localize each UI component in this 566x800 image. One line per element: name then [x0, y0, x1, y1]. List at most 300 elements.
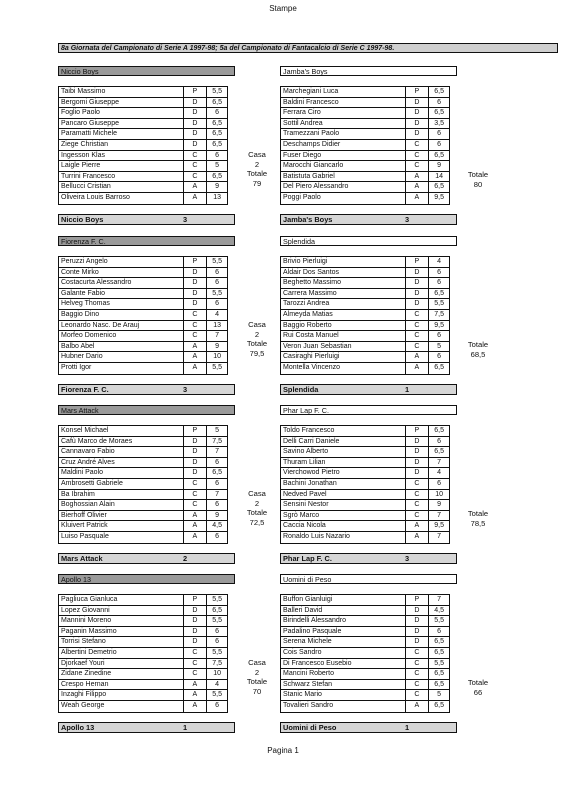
match-block: [0, 66, 566, 228]
player-row: [59, 182, 227, 193]
player-role: P: [405, 257, 429, 267]
player-vote: 6,5: [428, 426, 449, 436]
player-row: [59, 151, 227, 162]
player-role: C: [183, 161, 207, 171]
player-role: C: [405, 648, 429, 658]
player-role: P: [405, 87, 429, 97]
player-vote: 6,5: [206, 129, 227, 139]
player-role: D: [405, 627, 429, 637]
player-name: Caccia Nicola: [283, 522, 326, 530]
player-row: [59, 437, 227, 448]
player-role: D: [183, 299, 207, 309]
player-role: A: [183, 182, 207, 192]
player-vote: 13: [206, 321, 227, 331]
player-vote: 9: [206, 511, 227, 521]
player-row: [59, 268, 227, 279]
player-role: A: [183, 352, 207, 362]
result-team-name: Uomini di Peso: [283, 723, 337, 732]
roster-table: [280, 256, 450, 375]
player-role: P: [183, 87, 207, 97]
player-row: [281, 108, 449, 119]
player-role: D: [405, 468, 429, 478]
player-role: D: [183, 468, 207, 478]
player-vote: 10: [428, 490, 449, 500]
team-name-header: Phar Lap F. C.: [280, 405, 457, 415]
player-row: [281, 98, 449, 109]
player-vote: 6,5: [428, 151, 449, 161]
player-role: C: [405, 490, 429, 500]
player-vote: 6,5: [206, 468, 227, 478]
player-name: Laigle Pierre: [61, 162, 101, 170]
player-role: C: [405, 680, 429, 690]
player-vote: 6: [206, 500, 227, 510]
player-name: Paganin Massimo: [61, 627, 117, 635]
player-name: Bachini Jonathan: [283, 479, 337, 487]
player-vote: 5: [428, 690, 449, 700]
player-vote: 6: [206, 701, 227, 712]
player-name: Baggio Dino: [61, 310, 100, 318]
player-vote: 5: [206, 426, 227, 436]
summary-totale-value: 66: [473, 687, 483, 697]
player-row: [59, 193, 227, 204]
player-role: C: [183, 659, 207, 669]
player-name: Galante Fabio: [61, 289, 105, 297]
player-name: Pancaro Giuseppe: [61, 119, 119, 127]
player-role: D: [183, 129, 207, 139]
result-score: 1: [405, 723, 410, 732]
player-vote: 6,5: [428, 648, 449, 658]
player-row: [59, 278, 227, 289]
player-role: C: [405, 659, 429, 669]
roster-table: [280, 594, 450, 713]
player-name: Marchegiani Luca: [283, 88, 339, 95]
player-row: [59, 479, 227, 490]
result-team-name: Niccio Boys: [61, 215, 104, 224]
player-name: Veron Juan Sebastian: [283, 342, 352, 350]
player-vote: 6: [428, 140, 449, 150]
player-name: Fuser Diego: [283, 151, 322, 159]
player-name: Sensini Nestor: [283, 501, 329, 509]
result-score: 3: [405, 215, 410, 224]
player-name: Leonardo Nasc. De Arauj: [61, 321, 140, 329]
player-name: Paramatti Michele: [61, 130, 118, 138]
summary-casa: Casa: [248, 489, 266, 498]
player-vote: 6,5: [428, 87, 449, 97]
player-vote: 6: [206, 299, 227, 309]
player-role: C: [183, 172, 207, 182]
player-role: D: [183, 606, 207, 616]
player-vote: 6: [428, 278, 449, 288]
summary-totale-value: 79: [252, 178, 262, 188]
player-row: [281, 690, 449, 701]
player-name: Konsel Michael: [61, 427, 109, 434]
player-row: [59, 321, 227, 332]
match-block: [0, 405, 566, 567]
player-row: [59, 257, 227, 268]
player-vote: 6,5: [206, 98, 227, 108]
player-name: Cois Sandro: [283, 648, 322, 656]
player-row: [281, 637, 449, 648]
player-row: [59, 616, 227, 627]
player-row: [281, 321, 449, 332]
player-role: C: [405, 342, 429, 352]
player-role: D: [183, 627, 207, 637]
player-role: A: [405, 521, 429, 531]
player-name: Mannini Moreno: [61, 617, 112, 625]
player-row: [281, 616, 449, 627]
player-row: [59, 426, 227, 437]
player-vote: 5: [428, 342, 449, 352]
player-vote: 7: [206, 490, 227, 500]
player-row: [281, 648, 449, 659]
player-row: [59, 648, 227, 659]
player-name: Toldo Francesco: [283, 427, 335, 434]
player-name: Savino Alberto: [283, 448, 329, 456]
player-role: D: [183, 98, 207, 108]
player-vote: 5,5: [428, 299, 449, 309]
player-vote: 6: [428, 627, 449, 637]
match-block: [0, 236, 566, 398]
player-role: C: [405, 669, 429, 679]
player-role: P: [405, 595, 429, 605]
player-role: P: [405, 426, 429, 436]
player-row: [281, 659, 449, 670]
player-vote: 10: [206, 352, 227, 362]
summary-totale: Totale: [246, 677, 268, 686]
player-vote: 6,5: [428, 701, 449, 712]
roster-table: [58, 425, 228, 544]
player-name: Beghetto Massimo: [283, 279, 341, 287]
player-name: Thuram Lilian: [283, 458, 326, 466]
team-name-header: Fiorenza F. C.: [58, 236, 235, 246]
roster-table: [58, 594, 228, 713]
player-role: A: [405, 701, 429, 712]
player-name: Montella Vincenzo: [283, 363, 341, 371]
result-score: 3: [183, 385, 188, 394]
player-role: C: [405, 140, 429, 150]
player-vote: 7,5: [428, 310, 449, 320]
player-name: Conte Mirko: [61, 268, 99, 276]
match-result: [280, 214, 457, 225]
player-role: C: [405, 331, 429, 341]
team-name-header: Uomini di Peso: [280, 574, 457, 584]
player-vote: 9: [428, 161, 449, 171]
page-header: Stampe: [269, 4, 297, 13]
player-row: [281, 182, 449, 193]
player-row: [59, 87, 227, 98]
player-role: C: [405, 151, 429, 161]
player-vote: 7,5: [206, 437, 227, 447]
player-name: Stanic Mario: [283, 691, 322, 699]
score-summary: [237, 150, 277, 188]
player-role: C: [183, 648, 207, 658]
summary-casa-value: 2: [254, 498, 260, 508]
player-vote: 9: [206, 182, 227, 192]
player-role: D: [405, 447, 429, 457]
summary-casa: Casa: [248, 150, 266, 159]
player-vote: 6: [206, 268, 227, 278]
player-name: Poggi Paolo: [283, 193, 321, 201]
result-score: 3: [405, 554, 410, 563]
player-row: [281, 447, 449, 458]
player-vote: 5,5: [206, 595, 227, 605]
player-name: Boghossian Alain: [61, 501, 115, 509]
player-vote: 6,5: [428, 182, 449, 192]
player-role: A: [183, 521, 207, 531]
player-name: Albertini Demetrio: [61, 648, 117, 656]
player-vote: 6: [206, 108, 227, 118]
player-role: A: [183, 193, 207, 204]
player-vote: 7,5: [206, 659, 227, 669]
player-row: [59, 342, 227, 353]
player-vote: 7: [428, 458, 449, 468]
player-name: Serena Michele: [283, 638, 332, 646]
player-row: [281, 87, 449, 98]
team-name-header: Jamba's Boys: [280, 66, 457, 76]
player-name: Torrisi Stefano: [61, 638, 106, 646]
player-role: P: [183, 426, 207, 436]
player-role: D: [183, 119, 207, 129]
player-row: [59, 532, 227, 543]
player-vote: 6: [428, 98, 449, 108]
player-row: [281, 426, 449, 437]
player-vote: 6,5: [428, 363, 449, 374]
player-row: [281, 606, 449, 617]
player-name: Vierchowod Pietro: [283, 469, 340, 477]
player-row: [59, 659, 227, 670]
player-row: [281, 479, 449, 490]
player-name: Casiraghi Pierluigi: [283, 353, 340, 361]
player-vote: 6: [206, 458, 227, 468]
player-vote: 4: [428, 257, 449, 267]
player-name: Bellucci Cristian: [61, 183, 111, 191]
player-name: Tovalieri Sandro: [283, 701, 334, 709]
player-role: A: [183, 680, 207, 690]
player-name: Peruzzi Angelo: [61, 258, 108, 265]
player-name: Balleri David: [283, 606, 323, 614]
player-vote: 7: [428, 532, 449, 543]
summary-casa-value: 2: [254, 159, 260, 169]
result-score: 1: [183, 723, 188, 732]
player-row: [59, 129, 227, 140]
player-role: A: [183, 690, 207, 700]
player-row: [281, 521, 449, 532]
result-team-name: Phar Lap F. C.: [283, 554, 332, 563]
player-role: C: [405, 690, 429, 700]
player-row: [281, 257, 449, 268]
player-row: [59, 690, 227, 701]
summary-totale-value: 70: [252, 686, 262, 696]
player-vote: 6: [206, 627, 227, 637]
player-name: Ambrosetti Gabriele: [61, 479, 123, 487]
player-vote: 6,5: [428, 680, 449, 690]
result-team-name: Jamba's Boys: [283, 215, 333, 224]
player-row: [281, 437, 449, 448]
player-name: Turrini Francesco: [61, 172, 116, 180]
player-vote: 7: [206, 447, 227, 457]
player-vote: 5,5: [206, 257, 227, 267]
player-role: C: [405, 511, 429, 521]
player-vote: 9,5: [428, 321, 449, 331]
player-role: P: [183, 595, 207, 605]
player-role: P: [183, 257, 207, 267]
player-vote: 6,5: [206, 606, 227, 616]
player-name: Brivio Pierluigi: [283, 258, 328, 265]
team-name-header: Mars Attack: [58, 405, 235, 415]
result-score: 2: [183, 554, 188, 563]
summary-totale: Totale: [467, 678, 489, 687]
player-vote: 6: [206, 278, 227, 288]
result-team-name: Splendida: [283, 385, 319, 394]
player-name: Birindelli Alessandro: [283, 617, 347, 625]
player-row: [281, 299, 449, 310]
player-row: [281, 500, 449, 511]
player-name: Di Francesco Eusebio: [283, 659, 352, 667]
player-role: D: [405, 119, 429, 129]
player-vote: 6: [206, 479, 227, 489]
player-row: [59, 331, 227, 342]
player-name: Ba Ibrahim: [61, 490, 95, 498]
player-role: C: [405, 500, 429, 510]
player-vote: 6,5: [428, 669, 449, 679]
player-name: Padalino Pasquale: [283, 627, 342, 635]
player-row: [59, 119, 227, 130]
player-name: Ferrara Ciro: [283, 109, 321, 117]
player-name: Rui Costa Manuel: [283, 332, 339, 340]
player-name: Ziege Christian: [61, 140, 109, 148]
score-summary: [458, 678, 498, 697]
player-vote: 3,5: [428, 119, 449, 129]
player-name: Balbo Abel: [61, 342, 95, 350]
player-role: D: [183, 278, 207, 288]
summary-casa-value: 2: [254, 329, 260, 339]
player-vote: 6,5: [428, 108, 449, 118]
player-row: [281, 161, 449, 172]
player-vote: 5,5: [206, 363, 227, 374]
player-vote: 6,5: [206, 119, 227, 129]
score-summary: [458, 340, 498, 359]
player-vote: 5,5: [206, 87, 227, 97]
match-result: [58, 384, 235, 395]
player-name: Kluivert Patrick: [61, 522, 108, 530]
player-row: [281, 119, 449, 130]
player-role: D: [405, 129, 429, 139]
player-row: [281, 342, 449, 353]
player-name: Sgrò Marco: [283, 511, 320, 519]
player-row: [281, 352, 449, 363]
player-row: [281, 701, 449, 712]
player-name: Nedved Pavel: [283, 490, 327, 498]
player-name: Cafù Marco de Moraes: [61, 437, 133, 445]
summary-casa-value: 2: [254, 667, 260, 677]
player-name: Deschamps Didier: [283, 140, 341, 148]
player-vote: 13: [206, 193, 227, 204]
player-name: Del Piero Alessandro: [283, 183, 349, 191]
player-row: [59, 521, 227, 532]
player-row: [59, 98, 227, 109]
player-name: Luiso Pasquale: [61, 532, 109, 540]
player-name: Pagliuca Gianluca: [61, 596, 118, 603]
result-team-name: Fiorenza F. C.: [61, 385, 109, 394]
result-team-name: Mars Attack: [61, 554, 103, 563]
player-name: Protti Igor: [61, 363, 92, 371]
player-row: [59, 511, 227, 522]
player-row: [281, 468, 449, 479]
player-row: [281, 140, 449, 151]
player-vote: 4: [206, 680, 227, 690]
summary-totale: Totale: [467, 340, 489, 349]
player-vote: 6: [428, 479, 449, 489]
player-role: A: [405, 363, 429, 374]
player-row: [281, 129, 449, 140]
player-role: D: [183, 289, 207, 299]
player-role: D: [405, 299, 429, 309]
player-role: C: [405, 479, 429, 489]
player-vote: 5,5: [428, 659, 449, 669]
player-row: [281, 310, 449, 321]
player-row: [281, 193, 449, 204]
summary-totale-value: 79,5: [249, 348, 265, 358]
player-vote: 6: [206, 637, 227, 647]
player-vote: 6: [206, 532, 227, 543]
player-role: D: [183, 268, 207, 278]
score-summary: [458, 170, 498, 189]
player-row: [59, 468, 227, 479]
player-row: [59, 352, 227, 363]
player-row: [59, 669, 227, 680]
player-row: [59, 140, 227, 151]
player-name: Crespo Hernan: [61, 680, 109, 688]
player-row: [281, 331, 449, 342]
summary-casa: Casa: [248, 658, 266, 667]
summary-totale: Totale: [467, 170, 489, 179]
player-row: [59, 627, 227, 638]
player-role: A: [405, 182, 429, 192]
player-name: Tramezzani Paolo: [283, 130, 340, 138]
player-row: [281, 278, 449, 289]
player-row: [281, 680, 449, 691]
player-role: A: [405, 172, 429, 182]
player-name: Foglio Paolo: [61, 109, 100, 117]
player-vote: 4,5: [428, 606, 449, 616]
player-vote: 6: [428, 352, 449, 362]
player-row: [281, 151, 449, 162]
player-name: Batistuta Gabriel: [283, 172, 335, 180]
roster-table: [58, 86, 228, 205]
player-name: Helveg Thomas: [61, 300, 110, 308]
player-row: [281, 627, 449, 638]
player-name: Lopez Giovanni: [61, 606, 110, 614]
player-name: Zidane Zinedine: [61, 670, 112, 678]
player-name: Inzaghi Filippo: [61, 691, 107, 699]
player-role: D: [405, 108, 429, 118]
summary-totale-value: 68,5: [470, 349, 486, 359]
player-role: A: [405, 352, 429, 362]
player-name: Costacurta Alessandro: [61, 279, 132, 287]
player-row: [281, 490, 449, 501]
player-vote: 7: [428, 595, 449, 605]
player-role: D: [183, 616, 207, 626]
player-name: Cruz André Alves: [61, 458, 115, 466]
player-role: A: [183, 511, 207, 521]
player-name: Morfeo Domenico: [61, 332, 117, 340]
player-vote: 6: [428, 268, 449, 278]
player-name: Almeyda Matias: [283, 310, 333, 318]
player-name: Delli Carri Daniele: [283, 437, 340, 445]
player-name: Sottil Andrea: [283, 119, 323, 127]
player-row: [59, 289, 227, 300]
player-row: [281, 458, 449, 469]
